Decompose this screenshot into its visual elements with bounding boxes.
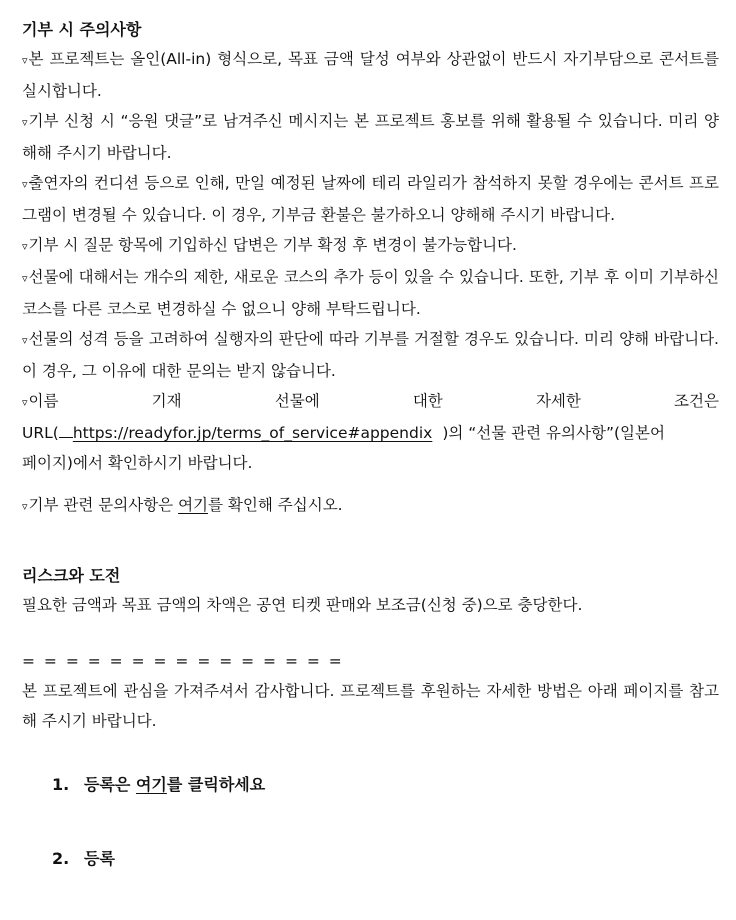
separator-line: = = = = = = = = = = = = = = = bbox=[22, 652, 344, 670]
notice-item: ▿선물의 성격 등을 고려하여 실행자의 판단에 따라 기부를 거절할 경우도 있습니다. 미리 양해 바랍니다. 이 경우, 그 이유에 대한 문의는 받지 않습니다. bbox=[22, 330, 719, 380]
notice-item-gift-terms bbox=[22, 386, 719, 478]
gift-terms-tail: 페이지)에서 확인하시기 바랍니다. bbox=[22, 454, 253, 472]
bullet-triangle-icon: ▿ bbox=[22, 240, 28, 253]
risk-text: 필요한 금액과 목표 금액의 차액은 공연 티켓 판매와 보조금(신청 중)으로 충당한다. bbox=[22, 596, 583, 614]
contact-line: ▿기부 관련 문의사항은 여기를 확인해 주십시오. bbox=[22, 496, 343, 514]
gift-terms-first-line: ▿이름 기재 선물에 대한 자세한 조건은 bbox=[22, 392, 719, 410]
bullet-triangle-icon: ▿ bbox=[22, 178, 28, 191]
terms-of-service-link[interactable]: https://readyfor.jp/terms_of_service#appendix bbox=[72, 424, 433, 442]
notice-heading: 기부 시 주의사항 bbox=[22, 20, 142, 39]
bullet-triangle-icon: ▿ bbox=[22, 54, 28, 67]
gift-terms-url-line: URL( https://readyfor.jp/terms_of_service#appendix )의 “선물 관련 유의사항”(일본어 bbox=[22, 424, 665, 442]
bullet-triangle-icon: ▿ bbox=[22, 500, 28, 513]
thanks-text: 본 프로젝트에 관심을 가져주셔서 감사합니다. 프로젝트를 후원하는 자세한 방법은 아래 페이지를 참고해 주시기 바랍니다. bbox=[22, 682, 719, 730]
bullet-triangle-icon: ▿ bbox=[22, 116, 28, 129]
bullet-triangle-icon: ▿ bbox=[22, 334, 28, 347]
register-here-link[interactable]: 여기 bbox=[135, 775, 167, 794]
notice-item: ▿기부 시 질문 항목에 기입하신 답변은 기부 확정 후 변경이 불가능합니다. bbox=[22, 236, 517, 254]
notice-item: ▿기부 신청 시 “응원 댓글”로 남겨주신 메시지는 본 프로젝트 홍보를 위해 활용될 수 있습니다. 미리 양해해 주시기 바랍니다. bbox=[22, 112, 719, 162]
step-item: 1. 등록은 여기를 클릭하세요 bbox=[52, 775, 266, 794]
step-item: 2. 등록 bbox=[52, 849, 115, 868]
contact-here-link[interactable]: 여기 bbox=[178, 496, 209, 514]
notice-item: ▿본 프로젝트는 올인(All-in) 형식으로, 목표 금액 달성 여부와 상관없이 반드시 자기부담으로 콘서트를 실시합니다. bbox=[22, 50, 719, 100]
bullet-triangle-icon: ▿ bbox=[22, 272, 28, 285]
risk-heading: 리스크와 도전 bbox=[22, 566, 121, 585]
notice-item: ▿출연자의 컨디션 등으로 인해, 만일 예정된 날짜에 테리 라일리가 참석하지 못할 경우에는 콘서트 프로그램이 변경될 수 있습니다. 이 경우, 기부금 환불은 불가하오니 양해해 주시기 바랍니다. bbox=[22, 174, 719, 224]
bullet-triangle-icon: ▿ bbox=[22, 396, 28, 409]
steps-list bbox=[22, 770, 719, 874]
notice-item: ▿선물에 대해서는 개수의 제한, 새로운 코스의 추가 등이 있을 수 있습니다. 또한, 기부 후 이미 기부하신 코스를 다른 코스로 변경하실 수 없으니 양해 부탁드립니다. bbox=[22, 268, 719, 318]
